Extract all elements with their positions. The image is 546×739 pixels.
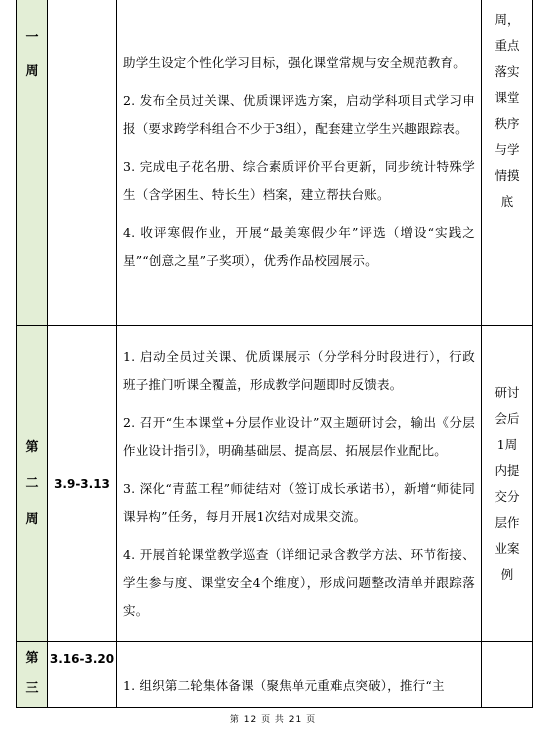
week-cell-3 [17, 642, 48, 708]
week-char: 一 [25, 30, 39, 45]
note-line: 周， [494, 12, 520, 27]
table-row-week-2 [17, 326, 533, 642]
schedule-table [16, 0, 533, 708]
note-line: 层作 [494, 514, 520, 530]
plan-item: 1. 组织第二轮集体备课（聚焦单元重难点突破），推行“主 [123, 677, 445, 693]
week-char: 二 [25, 475, 39, 491]
note-line: 业案 [494, 540, 520, 556]
note-line: 课堂 [494, 90, 520, 105]
page-footer: 第 12 页 共 21 页 [229, 715, 317, 725]
note-line: 秩序 [494, 116, 520, 131]
note-line: 内提 [494, 462, 520, 478]
note-line: 与学 [494, 142, 520, 157]
date-cell-3: 3.16-3.20 [48, 642, 117, 708]
note-line: 重点 [494, 38, 520, 53]
week-char: 第 [25, 439, 39, 455]
note-line: 1周 [496, 436, 518, 452]
date-cell-1 [48, 0, 117, 326]
week-char: 三 [25, 681, 39, 696]
week-char: 周 [25, 511, 39, 527]
table-row-week-3 [17, 642, 533, 708]
table-row-week-1 [17, 0, 533, 326]
note-line: 例 [500, 566, 514, 582]
plan-item: 4. 收评寒假作业，开展“最美寒假少年”评选（增设“实践之星”“创意之星”子奖项），优秀作品校园展示。 [123, 224, 475, 268]
week-cell-1 [17, 0, 48, 326]
content-cell-2 [117, 326, 482, 642]
plan-item: 3. 完成电子花名册、综合素质评价平台更新，同步统计特殊学生（含学困生、特长生）档案，建立帮扶台账。 [123, 158, 475, 202]
date-cell-2: 3.9-3.13 [48, 326, 117, 642]
note-line: 落实 [494, 64, 520, 79]
plan-item: 2. 发布全员过关课、优质课评选方案，启动学科项目式学习申报（要求跨学科组合不少于3组），配套建立学生兴趣跟踪表。 [123, 92, 475, 136]
plan-item: 1. 启动全员过关课、优质课展示（分学科分时段进行），行政班子推门听课全覆盖，形成教学问题即时反馈表。 [123, 348, 475, 392]
plan-item: 2. 召开“生本课堂+分层作业设计”双主题研讨会，输出《分层作业设计指引》，明确基础层、提高层、拓展层作业配比。 [123, 414, 475, 458]
note-line: 情摸 [494, 168, 520, 183]
note-line: 会后 [494, 410, 520, 426]
week-char: 周 [25, 64, 39, 79]
plan-item: 3. 深化“青蓝工程”师徒结对（签订成长承诺书），新增“师徒同课异构”任务，每月开展1次结对成果交流。 [123, 480, 475, 524]
note-line: 研讨 [494, 384, 520, 400]
week-cell-2 [17, 326, 48, 642]
note-line: 底 [500, 194, 514, 209]
note-cell-3 [482, 642, 533, 708]
week-char: 第 [25, 651, 39, 666]
plan-item: 4. 开展首轮课堂教学巡查（详细记录含教学方法、环节衔接、学生参与度、课堂安全4个维度），形成问题整改清单并跟踪落实。 [123, 546, 475, 618]
note-cell-1 [482, 0, 533, 326]
content-cell-3 [117, 642, 482, 708]
note-cell-2 [482, 326, 533, 642]
note-line: 交分 [494, 488, 520, 504]
content-cell-1 [117, 0, 482, 326]
plan-item: 助学生设定个性化学习目标，强化课堂常规与安全规范教育。 [123, 54, 466, 70]
